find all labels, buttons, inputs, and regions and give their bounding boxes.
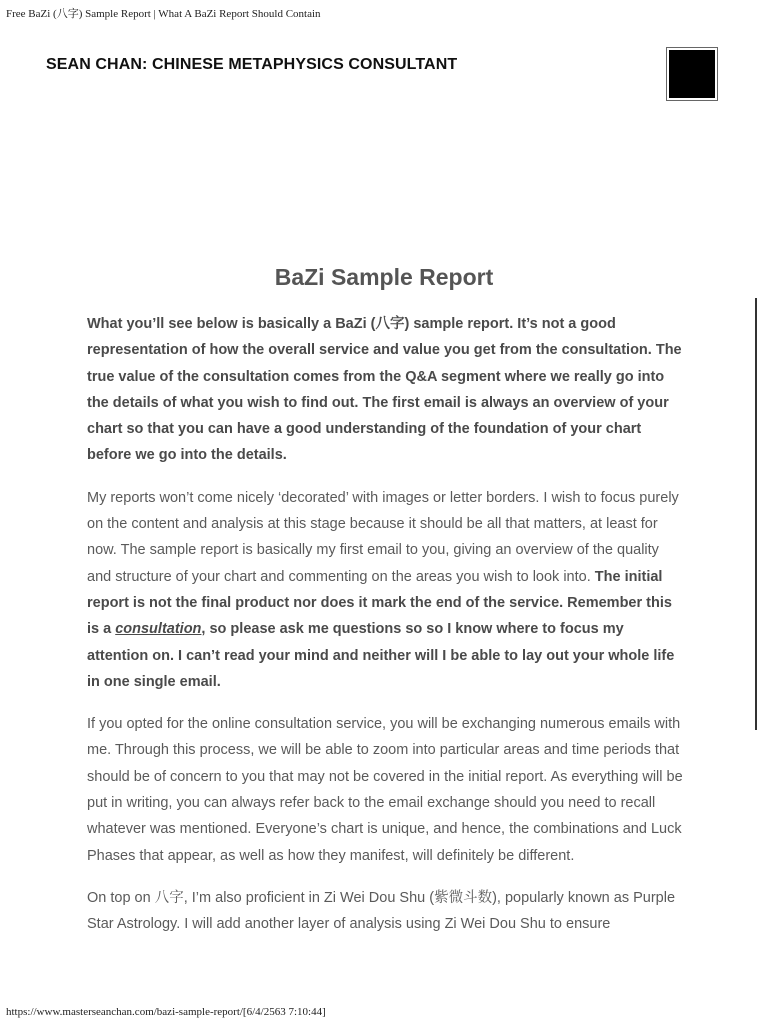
reports-bold-text-a: The initial report is not the final product nor does it mark the end of the service. Remember this is a <box>87 568 672 638</box>
ziwei-paragraph: On top on 八字, I’m also proficient in Zi Wei Dou Shu (紫微斗数), popularly known as Purple Star Astrology. I will add another layer of analysis using Zi Wei Dou Shu to ensure <box>87 889 676 933</box>
reports-bold-text-b: , so please ask me questions so so I know where to focus my attention on. I can’t read your mind and neither will I be able to lay out your whole life in one single email. <box>87 621 675 690</box>
print-footer-url: https://www.masterseanchan.com/bazi-sample-report/[6/4/2563 7:10:44] <box>6 1006 326 1018</box>
print-header-title: Free BaZi (八字) Sample Report | What A BaZi Report Should Contain <box>6 8 321 20</box>
online-service-paragraph: If you opted for the online consultation service, you will be exchanging numerous emails with me. Through this process, we will be able to zoom into particular areas and time periods that should be of concern to you that may not be covered in the initial report. As everything will be put in writing, you can always refer back to the email exchange should you need to recall whatever was mentioned. Everyone’s chart is unique, and hence, the combinations and Luck Phases that appear, as well as how they manifest, will definitely be different. <box>87 716 683 864</box>
reports-paragraph <box>87 485 687 695</box>
menu-icon <box>669 50 715 98</box>
menu-button[interactable] <box>666 47 718 101</box>
reports-paragraph-text: My reports won’t come nicely ‘decorated’ with images or letter borders. I wish to focus purely on the content and analysis at this stage because it should be all that matters, at least for now. The sample report is basically my first email to you, giving an overview of the quality and structure of your chart and commenting on the areas you wish to look into. <box>87 489 679 585</box>
reports-paragraph-bold <box>87 569 674 690</box>
consultation-link[interactable]: consultation <box>115 621 202 638</box>
article-body <box>87 311 687 954</box>
intro-paragraph: What you’ll see below is basically a BaZi (八字) sample report. It’s not a good representation of how the overall service and value you get from the consultation. The true value of the consultation comes from the Q&A segment where we really go into the details of what you wish to find out. The first email is always an overview of your chart so that you can have a good understanding of the foundation of your chart before we go into the details. <box>87 316 682 464</box>
site-title[interactable]: SEAN CHAN: CHINESE METAPHYSICS CONSULTANT <box>46 56 458 73</box>
page-title: BaZi Sample Report <box>274 264 494 290</box>
side-rule <box>755 298 757 730</box>
